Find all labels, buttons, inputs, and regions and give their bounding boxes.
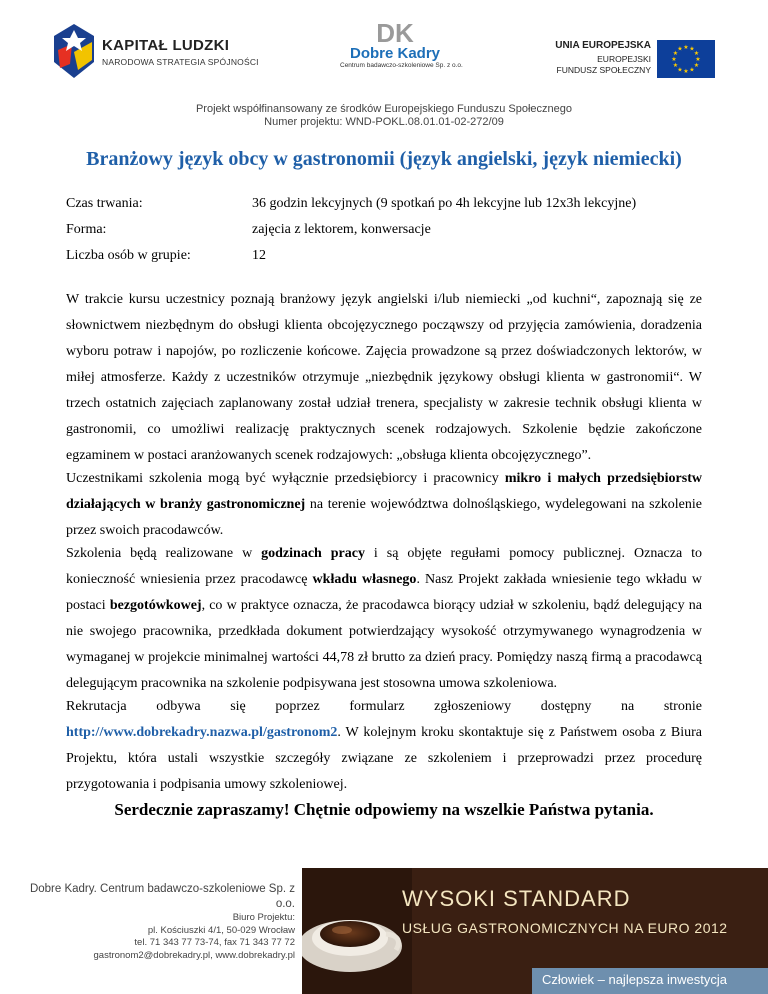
svg-text:★: ★ [672,62,679,69]
text: na terenie województwa dolnośląskiego, wydelegowani na szkolenie przez swoich pracodawców. [66,497,702,538]
footer-company: Dobre Kadry. Centrum badawczo-szkoleniowe Sp. z o.o. [29,883,295,910]
kapital-ludzki-title: KAPITAŁ LUDZKI [102,37,230,54]
svg-text:★: ★ [683,44,689,51]
info-label: Liczba osób w grupie: [66,248,191,263]
info-row-form [66,222,636,244]
project-number: Numer projektu: WND-POKL.08.01.01-02-272/09 [264,116,504,128]
kapital-ludzki-subtitle: NARODOWA STRATEGIA SPÓJNOŚCI [102,57,259,67]
dobre-kadry-logo [340,18,463,80]
svg-text:★: ★ [677,45,683,53]
word: formularz [349,699,405,714]
svg-text:★: ★ [683,68,689,75]
coffee-cup-icon [302,868,412,994]
eu-flag-icon [657,40,715,78]
footer-address: pl. Kościuszki 4/1, 50-029 Wrocław [147,924,295,936]
word: odbywa [156,699,201,714]
eu-logo [520,40,715,84]
banner-slogan: Człowiek – najlepsza inwestycja [542,972,727,987]
text: , co w praktyce oznacza, że pracodawca biorący udział w szkoleniu, bądź delegujący na nie swojego pracownika, przedkłada dokument potwierdzający wysokość otrzymywanego wynagrodzenia w wymaganej w projekcie minimalnej wartości 44,78 zł brutto za dzień pracy. Pomiędzy naszą firmą a pracodawcą delegującym pracownika na szkolenie podpisywana jest stosowna umowa szkoleniowa. [66,598,703,691]
word: zgłoszeniowy [434,699,512,714]
info-label: Czas trwania: [66,196,143,211]
word: poprzez [275,699,320,714]
emphasis: mikro i małych przedsiębiorstw działających w branży gastronomicznej [66,471,702,512]
text: . Nasz Projekt zakłada wniesienie tego wkładu w postaci [66,572,702,613]
svg-text:★: ★ [689,66,695,74]
banner-title: WYSOKI STANDARD [402,886,631,911]
footer-email-www: gastronom2@dobrekadry.pl, www.dobrekadry.pl [93,949,295,961]
svg-text:★: ★ [689,45,695,53]
course-description: W trakcie kursu uczestnicy poznają branżowy język angielski i/lub niemiecki „od kuchni“, zapoznają się ze słownictwem niezbędnym do obsługi klienta obcojęzycznego począwszy od przyjęcia zamówienia, doradzenia wyboru potraw i napojów, po rozliczenie końcowe. Zajęcia prowadzone są przez doświadczonych lektorów, w miłej atmosferze. Każdy z uczestników otrzymuje „niezbędnik językowy obsługi klienta w gastronomii“. W trzech ostatnich zajęciach zaplanowany został udział trenera, specjalisty w zakresie technik obsługi klienta w gastronomii, co umożliwi realizację praktycznych scenek rodzajowych. Szkolenie będzie zakończone egzaminem w postaci aranżowanych scenek rodzajowych: „obsługa klienta obcojęzycznego”. [66,292,702,463]
recruitment-rest [66,720,702,798]
wysoki-standard-banner [302,868,768,994]
svg-text:★: ★ [695,56,701,63]
dobre-kadry-mark-icon [365,18,425,48]
eu-line1: UNIA EUROPEJSKA [555,40,651,51]
course-info [66,196,636,274]
info-value: 36 godzin lekcyjnych (9 spotkań po 4h lekcyjne lub 12x3h lekcyjne) [252,196,637,211]
svg-text:★: ★ [693,50,700,57]
text: . W kolejnym kroku skontaktuje się z Państwem osoba z Biura Projektu, która ustali wszystkie szczegóły związane ze szkoleniem i przeprowadzi przez procedurę przygotowania i podpisania umowy szkoleniowej. [66,725,702,792]
closing-invitation: Serdecznie zapraszamy! Chętnie odpowiemy na wszelkie Państwa pytania. [114,800,654,819]
info-row-duration [66,196,636,218]
info-label: Forma: [66,222,107,237]
emphasis: godzinach pracy [261,546,365,561]
word: stronie [663,699,702,714]
cofinanced-line: Projekt współfinansowany ze środków Europejskiego Funduszu Społecznego [195,103,573,115]
page-title: Branżowy język obcy w gastronomii (język angielski, język niemiecki) [86,148,682,170]
recruitment-first-line [66,694,702,720]
kapital-ludzki-logo [52,22,259,80]
eu-line2: EUROPEJSKI [597,54,651,64]
public-aid-paragraph [66,541,702,697]
cofinancing-note [0,103,768,129]
word: na [620,699,635,714]
footer-contact [10,882,295,962]
svg-text:★: ★ [693,62,700,69]
kapital-ludzki-mark-icon [52,22,96,80]
dobre-kadry-name: Dobre Kadry [349,45,441,62]
word: dostępny [540,699,592,714]
registration-form-link[interactable]: http://www.dobrekadry.nazwa.pl/gastronom2 [66,725,338,740]
text: i są objęte regułami pomocy publicznej. Oznacza to konieczność wniesienia przez pracodawcę [66,546,703,587]
recruitment-paragraph [66,694,702,798]
dobre-kadry-mark-text: DK [376,18,414,48]
dobre-kadry-subtitle: Centrum badawczo-szkoleniowe Sp. z o.o. [340,62,463,69]
eu-line3: FUNDUSZ SPOŁECZNY [556,65,651,75]
text: Uczestnikami szkolenia mogą być wyłącznie przedsiębiorcy i pracownicy [66,471,505,486]
word: się [230,699,246,714]
info-value: zajęcia z lektorem, konwersacje [252,222,431,237]
footer-phone: tel. 71 343 77 73-74, fax 71 343 77 72 [134,937,295,948]
participants-paragraph [66,466,702,544]
banner-subtitle: USŁUG GASTRONOMICZNYCH NA EURO 2012 [402,920,728,936]
emphasis: bezgotówkowej [109,598,202,613]
svg-text:★: ★ [672,50,679,57]
word: Rekrutacja [66,699,127,714]
text: Szkolenia będą realizowane w [66,546,262,561]
svg-text:★: ★ [677,66,683,74]
info-value: 12 [252,248,266,263]
svg-text:★: ★ [671,56,677,63]
info-row-group-size [66,248,636,270]
emphasis: wkładu własnego [312,572,417,587]
footer-office-label: Biuro Projektu: [232,912,295,923]
